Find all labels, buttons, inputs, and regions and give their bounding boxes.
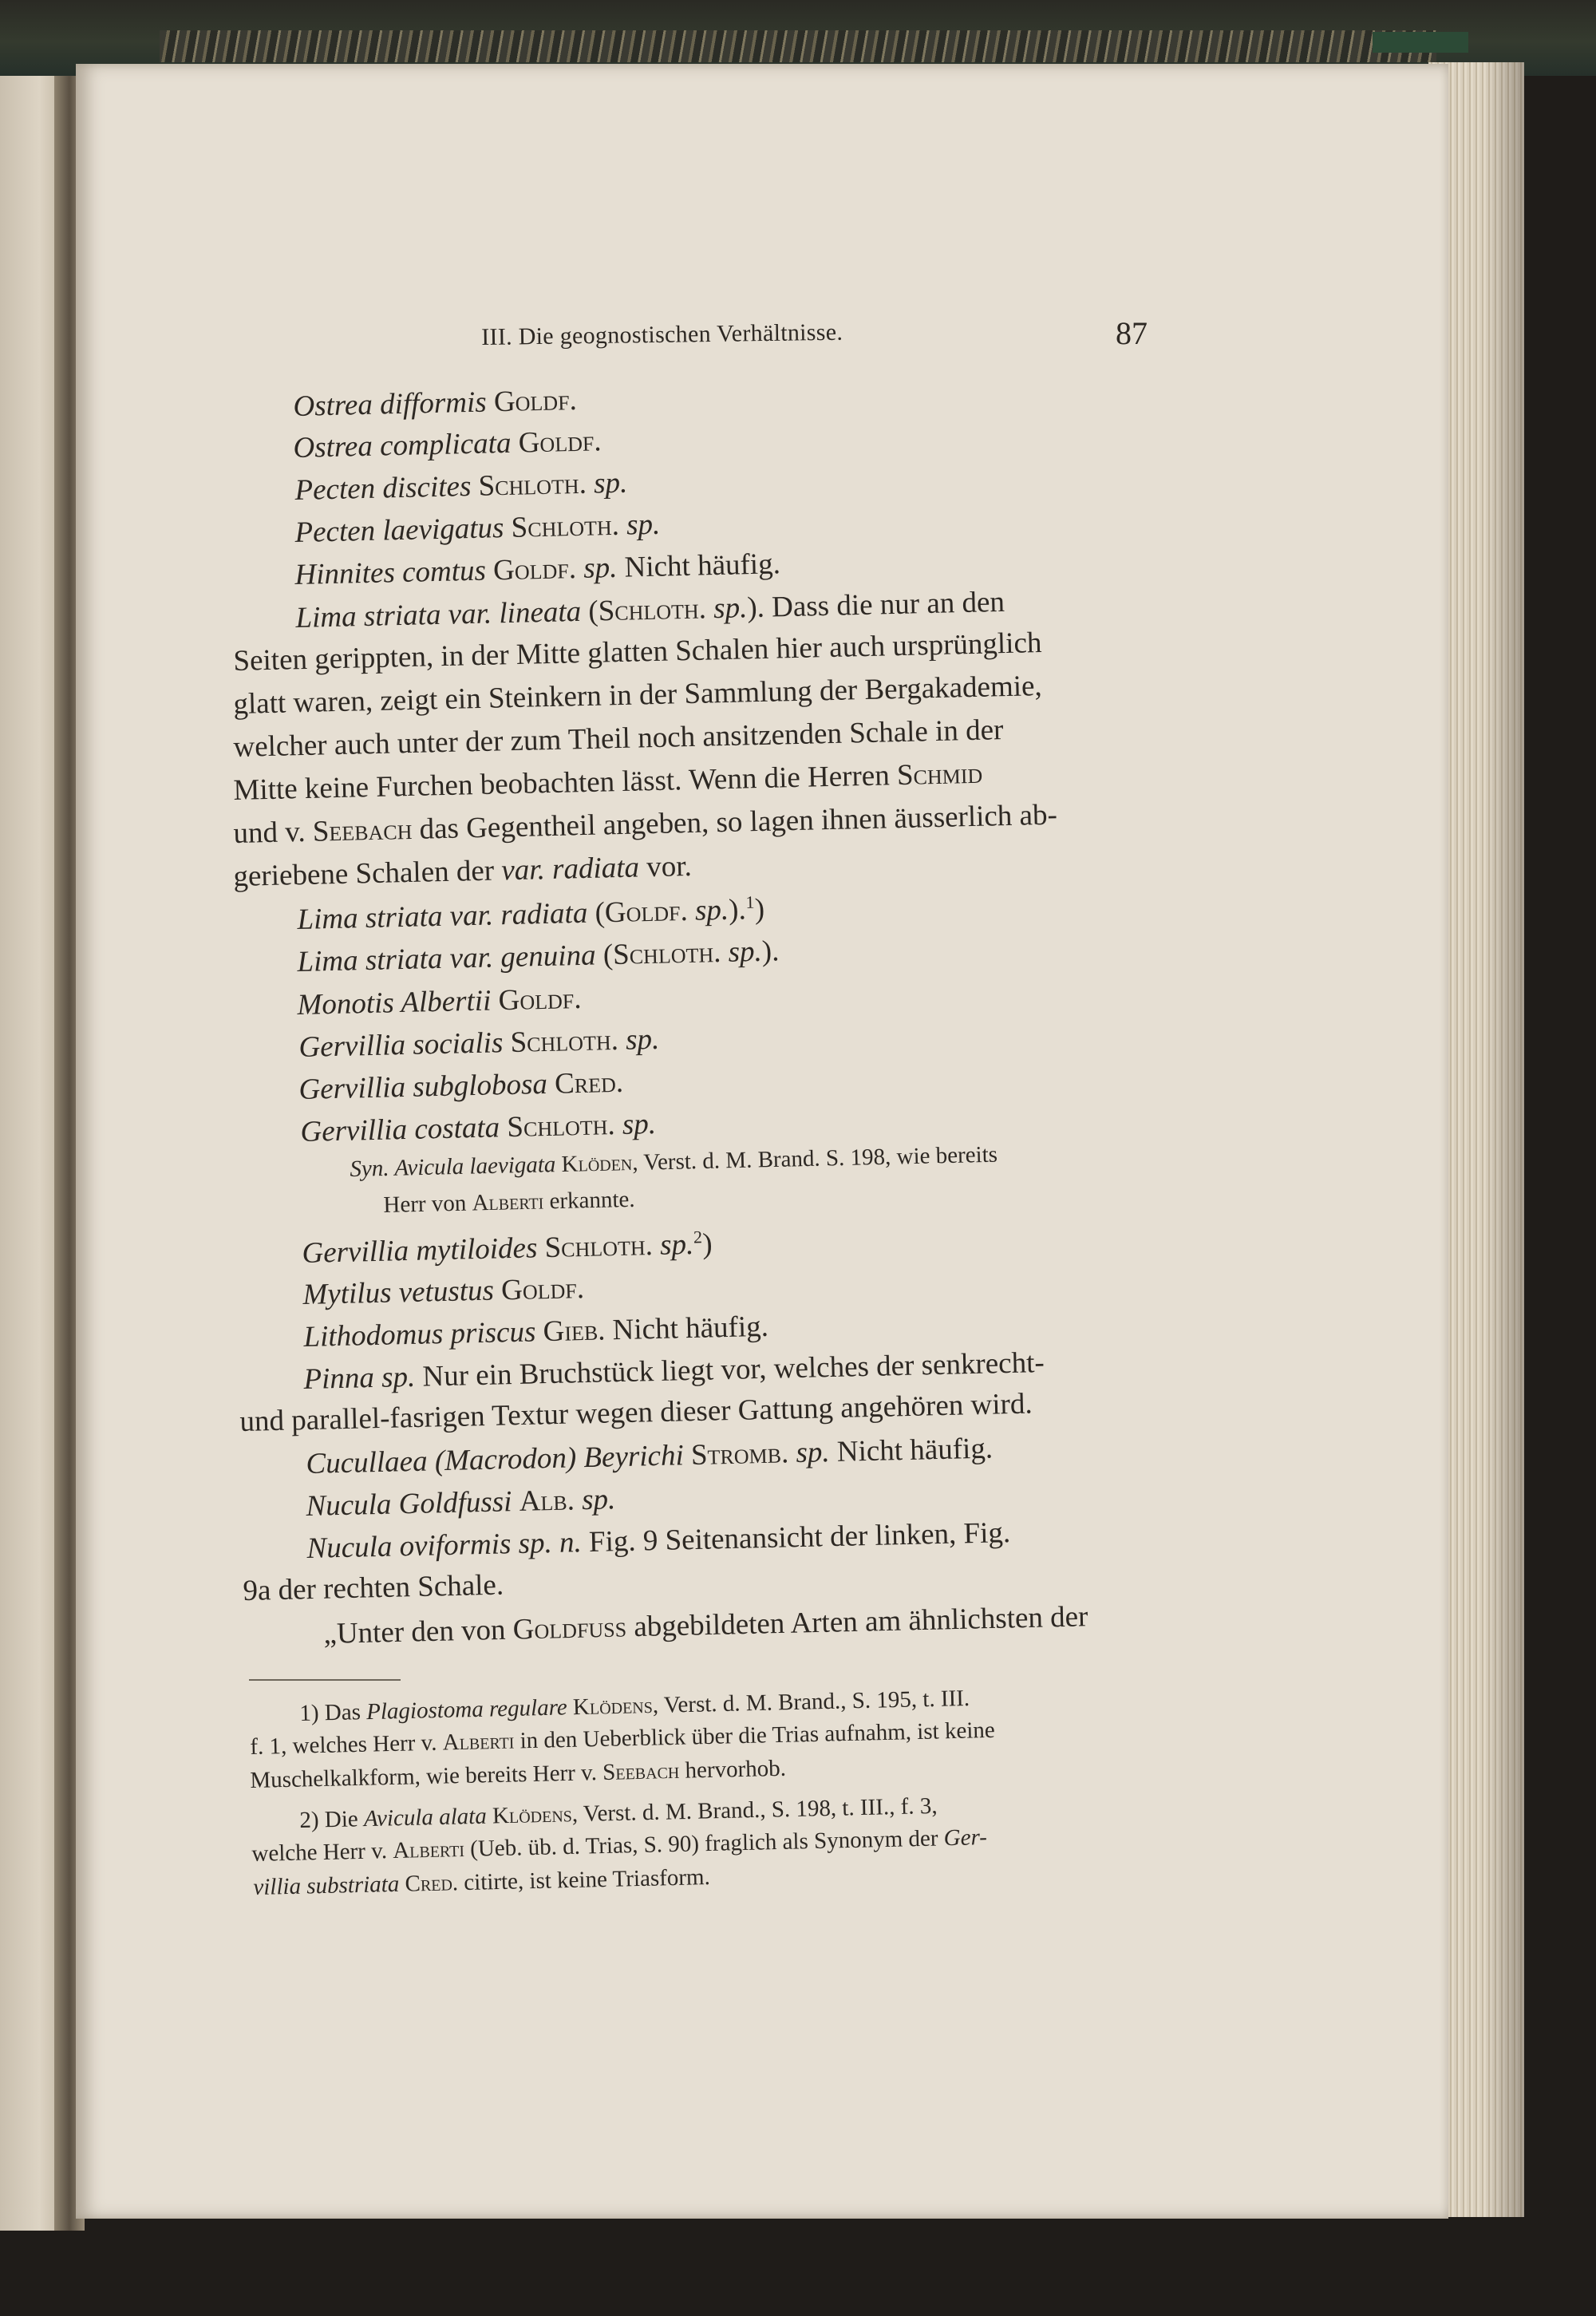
text-line: Hinnites comtus Goldf. sp. Nicht häufig. <box>294 547 781 591</box>
page-number: 87 <box>1116 315 1148 351</box>
text-line: 9a der rechten Schale. <box>243 1568 504 1607</box>
text-line: und v. Seebach das Gegentheil angeben, so lagen ihnen äusserlich ab- <box>233 798 1058 850</box>
text-line: Ostrea complicata Goldf. <box>293 425 602 464</box>
text-line: Pinna sp. Nur ein Bruchstück liegt vor, welches der senkrecht- <box>303 1346 1045 1396</box>
footnote-line: f. 1, welches Herr v. Alberti in den Ueberblick über die Trias aufnahm, ist keine <box>250 1717 996 1760</box>
text-line: Gervillia socialis Schloth. sp. <box>298 1022 660 1064</box>
cover-edge <box>1373 32 1468 53</box>
footnote-line: 2) Die Avicula alata Klödens, Verst. d. M. Brand., S. 198, t. III., f. 3, <box>299 1792 938 1833</box>
binding-texture <box>160 30 1436 62</box>
text-line: geriebene Schalen der var. radiata vor. <box>233 849 693 893</box>
text-line: Seiten gerippten, in der Mitte glatten Schalen hier auch ursprünglich <box>233 626 1042 678</box>
text-line: welcher auch unter der zum Theil noch ansitzenden Schale in der <box>233 713 1004 764</box>
text-line: Lithodomus priscus Gieb. Nicht häufig. <box>303 1310 769 1354</box>
text-line: Mytilus vetustus Goldf. <box>302 1272 585 1311</box>
text-line: Lima striata var. radiata (Goldf. sp.).$^1$) <box>297 891 765 936</box>
text-line: Syn. Avicula laevigata Klöden, Verst. d. M. Brand. S. 198, wie bereits <box>350 1141 998 1182</box>
page-edges-shadow <box>1484 62 1524 2217</box>
running-title: III. Die geognostischen Verhältnisse. <box>481 318 843 350</box>
text-line: Pecten laevigatus Schloth. sp. <box>294 508 661 549</box>
text-line: Lima striata var. lineata (Schloth. sp.). Dass die nur an den <box>295 585 1005 634</box>
text-line: „Unter den von Goldfuss abgebildeten Arten am ähnlichsten der <box>323 1600 1088 1650</box>
text-line: Ostrea difformis Goldf. <box>293 383 578 423</box>
text-line: Gervillia costata Schloth. sp. <box>300 1107 657 1148</box>
footnote-line: welche Herr v. Alberti (Ueb. üb. d. Trias, S. 90) fraglich als Synonym der Ger- <box>251 1824 988 1867</box>
footnote-line: villia substriata Cred. citirte, ist keine Triasform. <box>253 1864 711 1900</box>
footnote-rule <box>249 1679 401 1681</box>
text-line: Gervillia mytiloides Schloth. sp.$^2$) <box>302 1227 713 1270</box>
text-line: Nucula Goldfussi Alb. sp. <box>306 1483 616 1523</box>
text-line: Mitte keine Furchen beobachten lässt. Wenn die Herren Schmid <box>233 757 983 807</box>
text-line: Nucula oviformis sp. n. Fig. 9 Seitenansicht der linken, Fig. <box>306 1516 1011 1565</box>
text-line: Herr von Alberti erkannte. <box>383 1186 635 1218</box>
text-line: glatt waren, zeigt ein Steinkern in der Sammlung der Bergakademie, <box>233 670 1043 721</box>
text-line: Gervillia subglobosa Cred. <box>298 1065 624 1106</box>
footnote-line: Muschelkalkform, wie bereits Herr v. Seebach hervorhob. <box>250 1755 787 1793</box>
text-line: und parallel-fasrigen Textur wegen dieser Gattung angehören wird. <box>239 1387 1033 1438</box>
text-line: Monotis Albertii Goldf. <box>297 982 582 1022</box>
text-line: Pecten discites Schloth. sp. <box>294 466 628 507</box>
footnote-line: 1) Das Plagiostoma regulare Klödens, Verst. d. M. Brand., S. 195, t. III. <box>299 1685 970 1726</box>
text-line: Lima striata var. genuina (Schloth. sp.). <box>297 935 780 978</box>
text-line: Cucullaea (Macrodon) Beyrichi Stromb. sp. Nicht häufig. <box>306 1432 994 1480</box>
